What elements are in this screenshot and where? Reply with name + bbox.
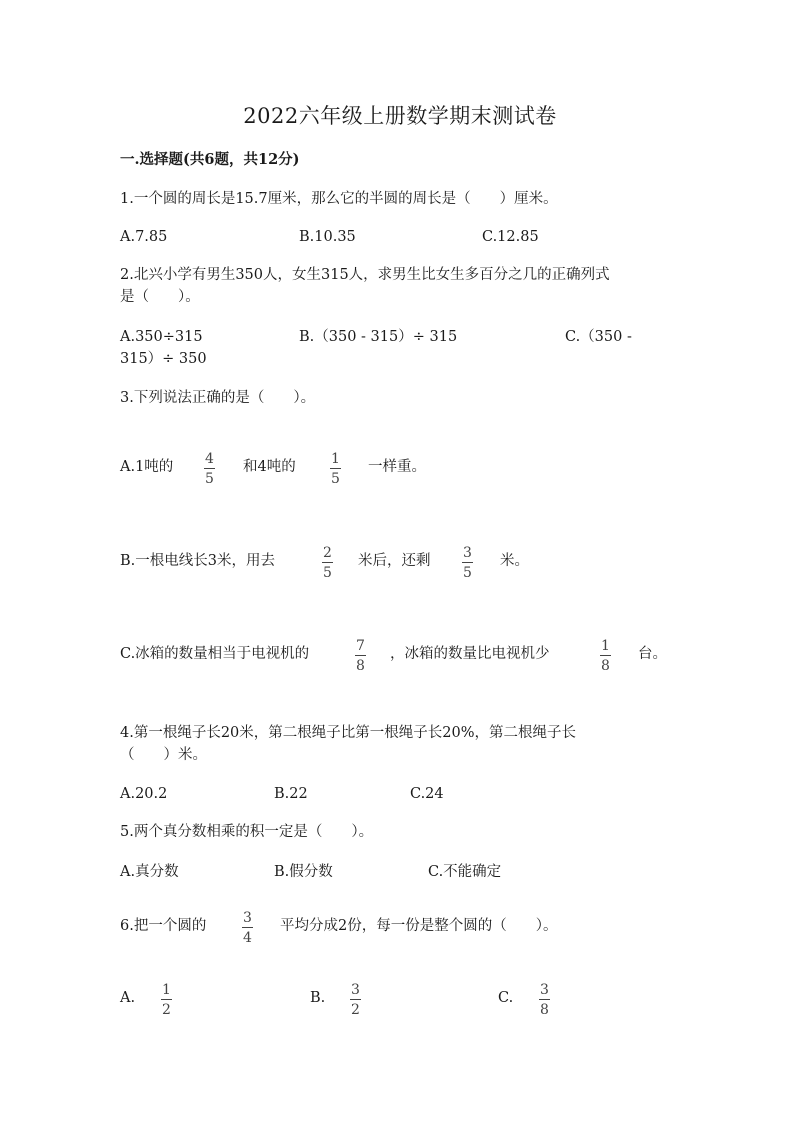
question-6-option-c-fraction — [539, 982, 550, 1018]
denominator: 2 — [351, 1002, 360, 1018]
question-5-option-a: A.真分数 — [120, 864, 179, 880]
question-2-option-a: A.350÷315 — [120, 329, 203, 345]
question-6-option-a-label: A. — [120, 990, 136, 1006]
question-5-stem: 5.两个真分数相乘的积一定是（ ）。 — [120, 824, 374, 840]
question-3-option-a-fraction1 — [204, 451, 215, 487]
denominator: 4 — [243, 930, 252, 946]
denominator: 2 — [162, 1002, 171, 1018]
question-4-option-b: B.22 — [274, 786, 308, 802]
question-1-stem: 1.一个圆的周长是15.7厘米，那么它的半圆的周长是（ ）厘米。 — [120, 191, 558, 207]
numerator: 3 — [243, 910, 252, 926]
denominator: 8 — [356, 658, 365, 674]
denominator: 8 — [540, 1002, 549, 1018]
question-6-stem-text2: 平均分成2份，每一份是整个圆的（ ）。 — [280, 918, 558, 934]
question-3-option-a-text3: 一样重。 — [368, 459, 426, 475]
question-6-option-b-fraction — [350, 982, 361, 1018]
denominator: 5 — [463, 565, 472, 581]
question-5-option-c: C.不能确定 — [428, 864, 502, 880]
question-2-option-b: B.（350 - 315）÷ 315 — [299, 329, 458, 345]
denominator: 5 — [205, 471, 214, 487]
numerator: 4 — [205, 451, 214, 467]
numerator: 1 — [162, 982, 171, 998]
denominator: 5 — [323, 565, 332, 581]
numerator: 3 — [540, 982, 549, 998]
numerator: 3 — [351, 982, 360, 998]
question-2-stem-line1: 2.北兴小学有男生350人，女生315人，求男生比女生多百分之几的正确列式 — [120, 267, 610, 283]
numerator: 1 — [331, 451, 340, 467]
question-3-option-c-fraction1 — [355, 638, 366, 674]
question-1-option-a: A.7.85 — [120, 229, 168, 245]
question-3-option-a-text1: A.1吨的 — [120, 459, 174, 475]
question-3-option-c-text3: 台。 — [638, 646, 667, 662]
question-3-option-b-fraction1 — [322, 545, 333, 581]
question-1-option-c: C.12.85 — [482, 229, 539, 245]
question-6-stem-text1: 6.把一个圆的 — [120, 918, 207, 934]
question-3-option-b-text2: 米后，还剩 — [358, 553, 431, 569]
question-5-option-b: B.假分数 — [274, 864, 333, 880]
question-4-option-c: C.24 — [410, 786, 444, 802]
question-2-stem-line2: 是（ ）。 — [120, 289, 200, 305]
question-3-option-c-text1: C.冰箱的数量相当于电视机的 — [120, 646, 310, 662]
question-6-option-a-fraction — [161, 982, 172, 1018]
question-6-stem-fraction — [242, 910, 253, 946]
question-4-option-a: A.20.2 — [120, 786, 168, 802]
question-4-stem-line1: 4.第一根绳子长20米，第二根绳子比第一根绳子长20%，第二根绳子长 — [120, 725, 577, 741]
question-3-option-b-text1: B.一根电线长3米，用去 — [120, 553, 275, 569]
section-heading: 一.选择题(共6题，共12分) — [120, 151, 300, 168]
question-2-option-c-line1: C.（350 - — [565, 329, 632, 345]
question-3-option-b-fraction2 — [462, 545, 473, 581]
page-title: 2022六年级上册数学期末测试卷 — [243, 104, 557, 128]
question-6-option-b-label: B. — [310, 990, 326, 1006]
numerator: 3 — [463, 545, 472, 561]
numerator: 7 — [356, 638, 365, 654]
question-3-option-a-text2: 和4吨的 — [243, 459, 296, 475]
denominator: 8 — [601, 658, 610, 674]
question-2-option-c-line2: 315）÷ 350 — [120, 351, 207, 367]
question-3-stem: 3.下列说法正确的是（ ）。 — [120, 390, 316, 406]
question-3-option-c-fraction2 — [600, 638, 611, 674]
question-3-option-a-fraction2 — [330, 451, 341, 487]
question-4-stem-line2: （ ）米。 — [120, 747, 207, 763]
denominator: 5 — [331, 471, 340, 487]
question-3-option-c-text2: ，冰箱的数量比电视机少 — [390, 646, 550, 662]
numerator: 2 — [323, 545, 332, 561]
numerator: 1 — [601, 638, 610, 654]
question-3-option-b-text3: 米。 — [500, 553, 529, 569]
question-6-option-c-label: C. — [498, 990, 514, 1006]
question-1-option-b: B.10.35 — [299, 229, 356, 245]
